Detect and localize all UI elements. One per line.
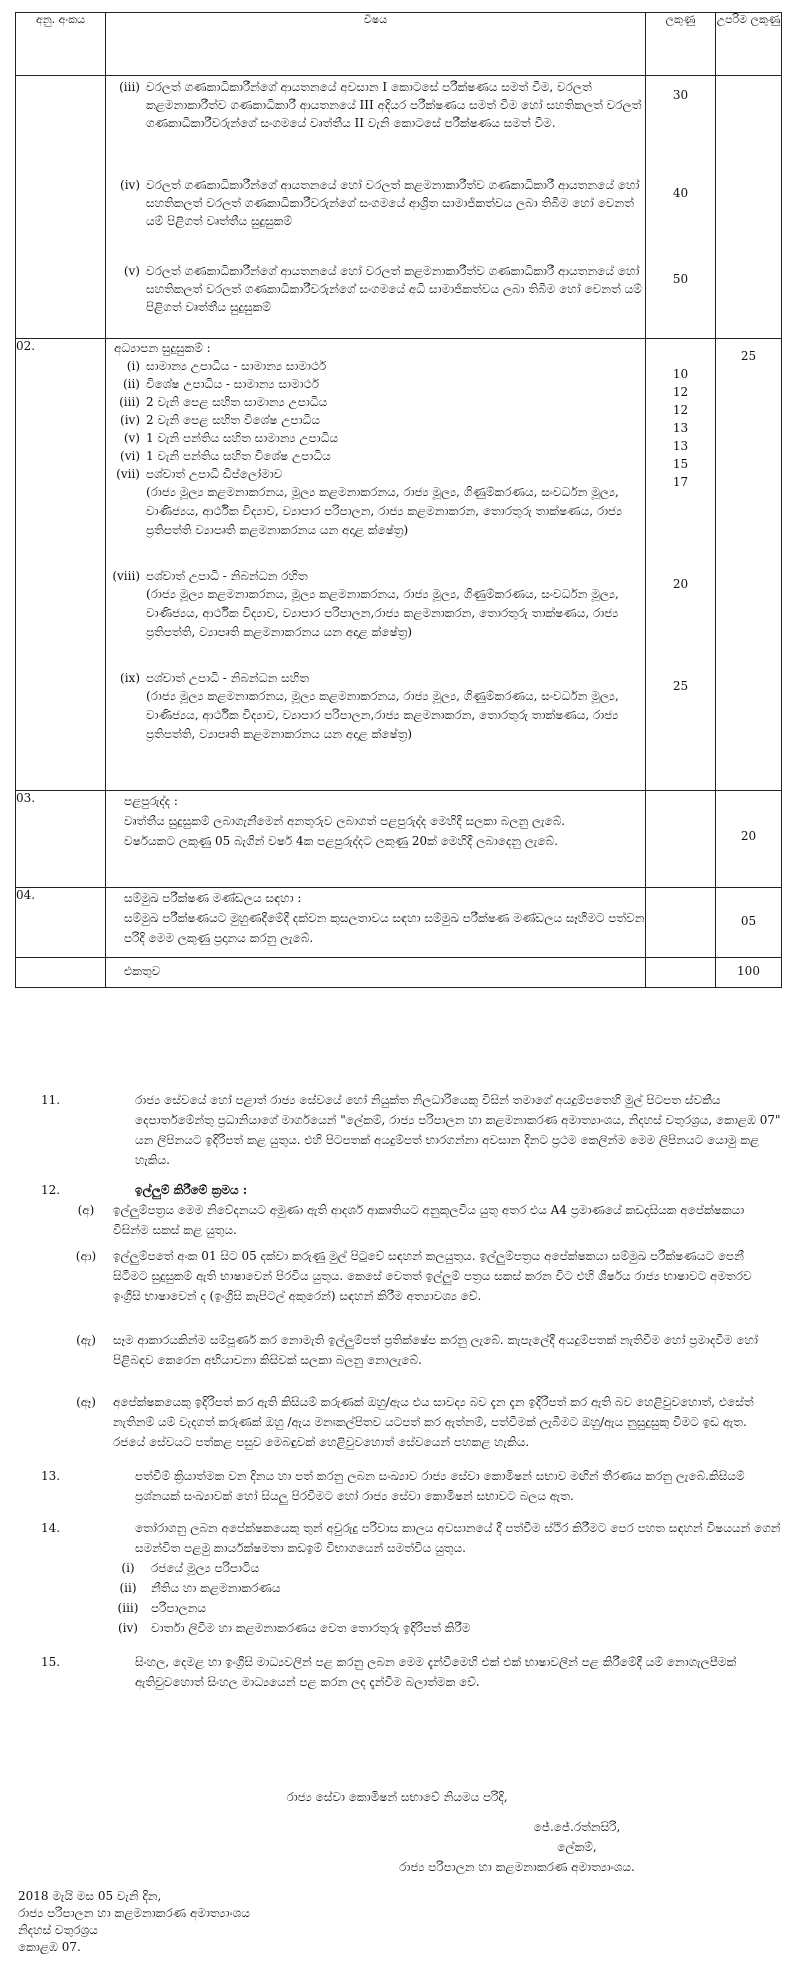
marks-value: 12	[672, 403, 689, 417]
item-number: (iv)	[120, 178, 140, 192]
list-item	[106, 176, 645, 262]
marking-scheme-table	[15, 12, 782, 988]
signatory-title: ලේකම්,	[557, 1840, 597, 1854]
item-text: 2 වැනි පෙළ සහිත සාමාන්‍ය උපාධිය	[146, 395, 328, 409]
order-line: රාජ්‍ය සේවා කොමිෂන් සභාවේ නියමය පරිදි,	[286, 1790, 508, 1804]
footer-city: කොළඹ 07.	[18, 1940, 81, 1954]
sub-item	[109, 1578, 781, 1598]
notes-section	[15, 1090, 781, 1702]
item-text: විශේෂ උපාධිය - සාමාන්‍ය සාමාර්ථ	[146, 377, 319, 391]
marks-value: 15	[672, 457, 689, 471]
sub-item	[109, 1558, 781, 1578]
marks-value: 20	[672, 577, 689, 591]
item-text: පශ්චාත් උපාධි - නිබන්ධන රහිත	[146, 569, 308, 583]
list-item	[106, 375, 645, 393]
note-11	[15, 1090, 781, 1170]
sub-letter: (අ)	[77, 1203, 95, 1217]
item-number: (iii)	[119, 395, 140, 409]
marks-value: 50	[672, 272, 689, 286]
item-number: (v)	[123, 431, 140, 445]
row-number: 03.	[16, 791, 106, 888]
item-detail: (රාජ්‍ය මූල්‍ය කළමනාකරනය, මූල්‍ය කළමනාකරනය, රාජ්‍ය මූල්‍ය, ගිණුම්කරණය, සංවර්ධන මූල්‍ය, වාණිජ්‍යය, ආර්ථික විද්‍යාව, ව්‍යාපාර පරිපාලන,රාජ්‍ය කළමනාකරන, තොරතුරු තාක්ෂණය, රාජ්‍ය ප්‍රතිපත්ති, ව්‍යාපෘති කළමනාකරනය යන අදාළ ක්ෂේත්‍ර)	[146, 689, 619, 741]
table-row	[16, 76, 782, 339]
sub-letter: (iii)	[117, 1601, 139, 1615]
table-row	[16, 791, 782, 888]
total-value: 100	[716, 958, 782, 988]
note-12	[15, 1180, 781, 1452]
note-number: 15.	[41, 1655, 61, 1669]
sub-text: පරිපාලනය	[151, 1601, 206, 1615]
sub-text: රජයේ මූල්‍ය පරිපාටිය	[151, 1561, 260, 1575]
sub-letter: (i)	[121, 1561, 135, 1575]
marks-value: 17	[672, 475, 689, 489]
item-detail: (රාජ්‍ය මූල්‍ය කළමනාකරනය, මූල්‍ය කළමනාකරනය, රාජ්‍ය මූල්‍ය, ගිණුම්කරණය, සංවර්ධන මූල්‍ය, වාණිජ්‍යය, ආර්ථික විද්‍යාව, ව්‍යාපාර පරිපාලන, රාජ්‍ය කළමනාකරන, තොරතුරු තාක්ෂණය, රාජ්‍ය ප්‍රතිපත්ති ව්‍යාපෘති කළමනාකරනය යන අදාළ ක්ෂේත්‍ර)	[146, 485, 623, 537]
sub-text: වාර්තා ලිවීම හා කළමනාකරණය වෙත තොරතුරු ඉදිරිපත් කිරීම	[151, 1621, 471, 1635]
note-number: 11.	[41, 1093, 61, 1107]
item-text: 2 වැනි පෙළ සහිත විශේෂ උපාධිය	[146, 413, 320, 427]
item-number: (iii)	[119, 80, 140, 94]
row-number	[16, 76, 106, 339]
note-13	[15, 1466, 781, 1506]
item-number: (i)	[126, 359, 140, 373]
sub-text: අපේක්ෂකයෙකු ඉදිරිපත් කර ඇති කිසියම් කරුණක් ඔහු/ඇය එය සාවද්‍ය බව දැන දැන ඉදිරිපත් කර ඇති බව හෙළිවුවහොත්, එසේත් නැතිනම් යම් වැදගත් කරුණක් ඔහු /ඇය මනඃකල්පිතව යටපත් කර ඇත්නම්, පත්වීමක් ලැබීමට ඔහු/ඇය නුසුදුසුකු වීමට ඉඩ ඇත. රජයේ සේවයට පත්කළ පසුව මෙබඳුවක් හෙළිවුවහොත් සේවයෙන් පහකළ හැකිය.	[113, 1395, 754, 1449]
list-item	[106, 357, 645, 375]
list-item	[106, 429, 645, 447]
sub-letter: (ආ)	[75, 1249, 97, 1263]
sub-text: ඉල්ලුම්පත්‍රය මෙම නිවේදනයට අමුණා ඇති ආදර්ශ ආකෘතියට අනුකූලවිය යුතු අතර එය A4 ප්‍රමාණයේ කඩදාසියක අපේක්ෂකයා විසින්ම සකස් කළ යුතුය.	[113, 1203, 745, 1237]
list-item	[106, 393, 645, 411]
header-max: උපරිම ලකුණු	[716, 13, 782, 76]
row-number: 02.	[16, 339, 106, 791]
header-marks: ලකුණු	[646, 13, 716, 76]
paragraph: වෘත්තීය සුදුසුකම් ලබාගැනීමෙන් අනතුරුව ලබාගත් පළපුරුද්ද මෙහිදී සලකා බලනු ලැබේ.	[124, 814, 566, 828]
table-row	[16, 888, 782, 958]
footer-ministry: රාජ්‍ය පරිපාලන හා කළමනාකරණ අමාත්‍යාංශය	[18, 1906, 250, 1920]
table-row	[16, 339, 782, 791]
sub-letter: (iv)	[118, 1621, 138, 1635]
item-number: (ix)	[120, 671, 140, 685]
sub-text: ඉල්ලුම්පතේ අංක 01 සිට 05 දක්වා කරුණු මුල් පිටුවේ සඳහන් කලයුතුය. ඉල්ලුම්පත්‍රය අපේක්ෂකයා සම්මුඛ පරීක්ෂණයට පෙනී සිටීමට සුදුසුකම් ඇති භාෂාවෙන් පිරවිය යුතුය. කෙසේ වෙතත් ඉල්ලුම් පත්‍රය සකස් කරන විට එහි ශීර්ෂය රාජ්‍ය භාෂාවට අමතරව ඉංග්‍රීසි භාෂාවෙන් ද (ඉංග්‍රීසි කැපිටල් අකුරෙන්) සඳහන් කිරීම අත්‍යාවශ්‍ය වේ.	[113, 1249, 752, 1303]
list-item	[106, 447, 645, 465]
list-item	[106, 78, 645, 176]
sub-text: සෑම ආකාරයකින්ම සම්පූර්ණ කර නොමැති ඉල්ලුම්පත් ප්‍රතික්ෂේප කරනු ලැබේ. කැපැලේදී අයදුම්පතක් නැතිවීම හෝ ප්‍රමාදවීම හෝ පිළිබඳව කෙරෙන අභියාචනා කිසිවක් සලකා බලනු නොලැබේ.	[113, 1333, 758, 1367]
footer-address	[18, 1888, 250, 1956]
sub-item	[109, 1618, 781, 1638]
list-item	[106, 669, 645, 687]
item-text: 1 වැනි පන්තිය සහිත විශේෂ උපාධිය	[146, 449, 331, 463]
total-row	[16, 958, 782, 988]
sub-item	[67, 1392, 781, 1452]
section-title: සම්මුඛ පරීක්ෂණ මණ්ඩලය සඳහා :	[124, 891, 302, 905]
footer-place: නිදහස් චතුරශ්‍රය	[18, 1923, 98, 1937]
max-value: 20	[716, 791, 782, 888]
item-text: 1 වැනි පන්තිය සහිත සාමාන්‍ය උපාධිය	[146, 431, 339, 445]
item-text: වරලත් ගණකාධිකාරීන්ගේ ආයතනයේ අවසාන I කොටසේ පරීක්ෂණය සමත් වීම, වරලත් කළමනාකාරීත්ව ගණකාධිකාරී ආයතනයේ III අදියර පරීක්ෂණය සමත් වීම හෝ සහතිකලත් වරලත් ගණකාධිකාරීවරුන්ගේ සංගමයේ වෘත්තීය II වැනි කොටසේ පරීක්ෂණය සමත් වීම.	[146, 80, 642, 130]
note-14	[15, 1518, 781, 1638]
header-no: අනු. අංකය	[16, 13, 106, 76]
item-number: (vii)	[116, 467, 140, 481]
note-title: ඉල්ලුම් කිරීමේ ක්‍රමය :	[135, 1183, 248, 1197]
marks-value: 30	[672, 88, 689, 102]
item-detail: (රාජ්‍ය මූල්‍ය කළමනාකරනය, මූල්‍ය කළමනාකරනය, රාජ්‍ය මූල්‍ය, ගිණුම්කරණය, සංවර්ධන මූල්‍ය, වාණිජ්‍යය, ආර්ථික විද්‍යාව, ව්‍යාපාර පරිපාලන,රාජ්‍ය කළමනාකරන, තොරතුරු තාක්ෂණය, රාජ්‍ය ප්‍රතිපත්ති, ව්‍යාපෘති කළමනාකරනය යන අදාළ ක්ෂේත්‍ර)	[146, 587, 619, 639]
sub-item	[109, 1598, 781, 1618]
marks-value: 40	[672, 186, 689, 200]
item-text: සාමාන්‍ය උපාධිය - සාමාන්‍ය සාමාර්ථ	[146, 359, 327, 373]
signatory-ministry: රාජ්‍ය පරිපාලන හා කළමනාකරණ අමාත්‍යාංශය.	[399, 1860, 635, 1874]
list-item	[106, 411, 645, 429]
item-text: වරලත් ගණකාධිකාරීන්ගේ ආයතනයේ හෝ වරලත් කළමනාකාරීත්ව ගණකාධිකාරී ආයතනයේ හෝ සහතිකලත් වරලත් ගණකාධිකාරීවරුන්ගේ සංගමයේ අධි සාමාජිකත්වය ලබා තිබීම හෝ වෙනත් යම් පිළිගත් වෘත්තීය සුදුසුකම්	[146, 264, 642, 314]
sub-item	[67, 1330, 781, 1370]
note-15	[15, 1652, 781, 1692]
marks-value: 13	[672, 439, 689, 453]
item-number: (viii)	[112, 569, 140, 583]
marks-value: 12	[672, 385, 689, 399]
sub-item	[67, 1246, 781, 1306]
row-number: 04.	[16, 888, 106, 958]
note-text: තෝරාගනු ලබන අපේක්ෂකයෙකු තුන් අවුරුදු පරිවාස කාලය අවසානයේ දී පත්වීම ස්ථිර කිරීමට පෙර පහත සඳහන් විෂයයන් ගෙන් සමන්විත පළමු කාර්යක්ෂමතා කඩඉම් විභාගයෙන් සමත්විය යුතුය.	[135, 1521, 781, 1555]
item-text: පශ්චාත් උපාධි - නිබන්ධන සහිත	[146, 671, 309, 685]
marks-value: 10	[672, 367, 689, 381]
sub-letter: (ඇ)	[76, 1333, 96, 1347]
marks-value: 25	[672, 679, 689, 693]
section-title: අධ්‍යාපන සුදුසුකම් :	[114, 341, 211, 355]
header-subject: විෂය	[106, 13, 646, 76]
max-value: 25	[716, 339, 782, 791]
item-number: (v)	[123, 264, 140, 278]
sub-letter: (ඈ)	[76, 1395, 96, 1409]
list-item	[106, 465, 645, 483]
item-number: (ii)	[122, 377, 140, 391]
note-number: 12.	[41, 1183, 61, 1197]
item-number: (iv)	[120, 413, 140, 427]
item-text: වරලත් ගණකාධිකාරීන්ගේ ආයතනයේ හෝ වරලත් කළමනාකාරීත්ව ගණකාධිකාරී ආයතනයේ හෝ සහතිකලත් වරලත් ගණකාධිකාරීවරුන්ගේ සංගමයේ ආශ්‍රිත සාමාජිකත්වය ලබා තිබීම හෝ වෙනත් යම් පිළිගත් වෘත්තීය සුදුසුකම්	[146, 178, 640, 228]
note-number: 14.	[41, 1521, 61, 1535]
total-label: එකතුව	[106, 958, 646, 988]
max-value	[716, 76, 782, 339]
signatory-name: ජේ.ජේ.රත්නසිරි,	[533, 1820, 621, 1834]
note-text: සිංහල, දෙමළ හා ඉංග්‍රීසි මාධ්‍යවලින් පළ කරනු ලබන මෙම දැන්වීමෙහි එක් එක් භාෂාවලින් පළ කිරීමේදී යම් නොගැලපීමක් ඇතිවුවහොත් සිංහල මාධ්‍යයෙන් පළ කරන ලද දැන්වීම බලාත්මක වේ.	[135, 1655, 737, 1689]
paragraph: සම්මුඛ පරීක්ෂණයට මුහුණදීමේදී දක්වන කුසලතාවය සඳහා සම්මුඛ පරීක්ෂණ මණ්ඩලය සෑහීමට පත්වන පරිදි මෙම ලකුණු ප්‍රදානය කරනු ලැබේ.	[124, 911, 645, 945]
marks-value: 13	[672, 421, 689, 435]
list-item	[106, 567, 645, 585]
table-header	[16, 13, 782, 76]
sub-item	[67, 1200, 781, 1240]
sub-letter: (ii)	[119, 1581, 137, 1595]
max-value: 05	[716, 888, 782, 958]
item-number: (vi)	[120, 449, 140, 463]
note-text: පත්වීම් ක්‍රියාත්මක වන දිනය හා පත් කරනු ලබන සංඛ්‍යාව රාජ්‍ය සේවා කොමිෂන් සභාව මඟින් තීරණය කරනු ලැබේ.කිසියම් ප්‍රශ්නයක් සංඛ්‍යාවක් හෝ සියලු පිරවීමට හෝ රාජ්‍ය සේවා කොමිෂන් සභාවට බලය ඇත.	[135, 1469, 745, 1503]
paragraph: වර්ෂයකට ලකුණු 05 බැගින් වර්ෂ 4ක පළපුරුද්දට ලකුණු 20ක් මෙහිදී ලබාදෙනු ලැබේ.	[124, 834, 558, 848]
section-title: පළපුරුද්ද :	[124, 794, 178, 808]
item-text: පශ්චාත් උපාධි ඩිප්ලෝමාව	[146, 467, 283, 481]
sub-text: නීතිය හා කළමනාකරණය	[151, 1581, 281, 1595]
list-item	[106, 262, 645, 316]
footer-date: 2018 මැයි මස 05 වැනි දින,	[18, 1889, 162, 1903]
note-text: රාජ්‍ය සේවයේ හෝ පළාත් රාජ්‍ය සේවයේ හෝ නියුක්ත නිලධාරියෙකු විසින් තමාගේ අයදුම්පතෙහි මුල් පිටපත ස්වකීය දෙපාර්තමේන්තු ප්‍රධානියාගේ මාර්ගයෙන් "ලේකම්, රාජ්‍ය පරිපාලන හා කළමනාකරණ අමාත්‍යාංශය, නිදහස් චතුරශ්‍රය, කොළඹ 07" යන ලිපිනයට ඉදිරිපත් කළ යුතුය. එහි පිටපතක් අයදුම්පත් භාරගන්නා අවසාන දිනට ප්‍රථම කෙලින්ම මෙම ලිපිනයට යොමු කළ හැකිය.	[135, 1093, 781, 1167]
note-number: 13.	[41, 1469, 61, 1483]
